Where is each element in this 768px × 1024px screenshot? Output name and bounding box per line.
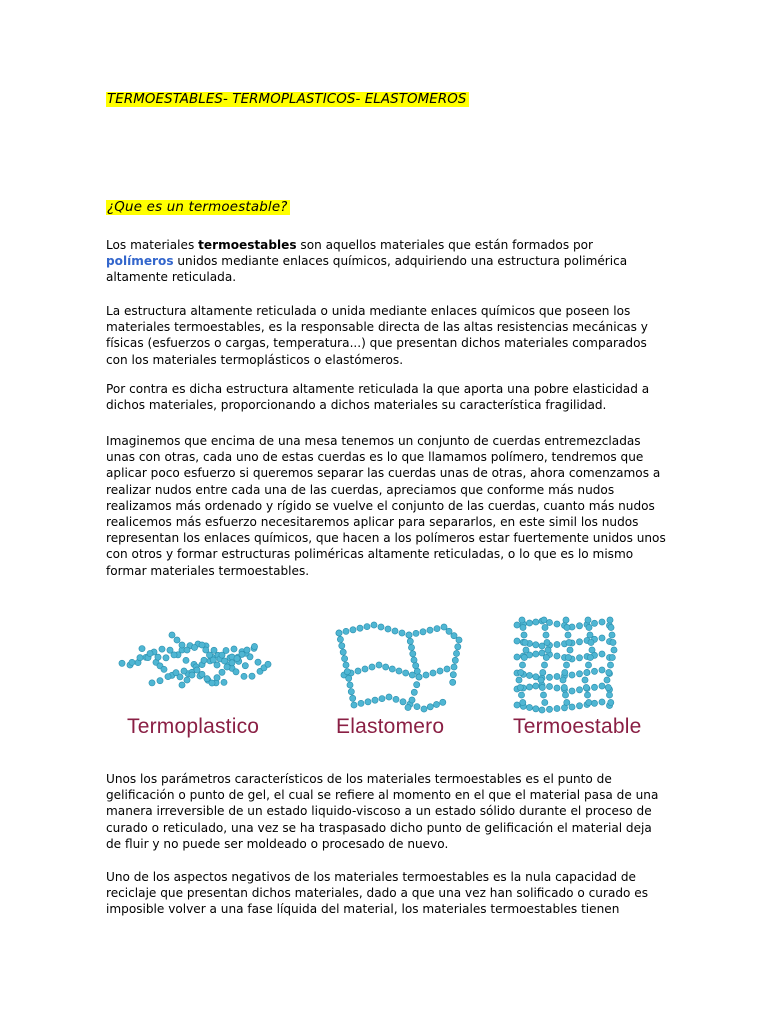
bead	[233, 669, 239, 675]
bead	[563, 617, 569, 623]
bead	[159, 646, 165, 652]
bead	[376, 662, 382, 668]
bead	[455, 644, 461, 650]
paragraph-gel-point: Unos los parámetros característicos de los materiales termoestables es el punto de gelificación o punto de gel, el cual se refiere al momento en el que el material pasa de una manera irreversible de un estado liquido-viscoso a un estado sólido durante el proceso de curado o reticulado, una vez se ha traspasado dicho punto de gelificación el material deja de fluir y no puede ser moldeado o procesado de nuevo.	[106, 772, 659, 851]
bead	[546, 674, 552, 680]
bead	[336, 630, 342, 636]
bead	[584, 692, 590, 698]
bead	[414, 668, 420, 674]
bead	[599, 635, 605, 641]
bead	[420, 629, 426, 635]
bead	[543, 632, 549, 638]
bead	[149, 680, 155, 686]
bead	[441, 624, 447, 630]
bead	[576, 623, 582, 629]
bead	[446, 628, 452, 634]
bead	[427, 627, 433, 633]
bead	[369, 664, 375, 670]
bead	[514, 622, 520, 628]
bead	[565, 632, 571, 638]
bead	[519, 617, 525, 623]
p1-text-start: Los materiales	[106, 238, 199, 252]
bead	[451, 664, 457, 670]
bead	[543, 654, 549, 660]
bead	[554, 621, 560, 627]
bead	[189, 672, 195, 678]
bead	[169, 632, 175, 638]
bead	[591, 684, 597, 690]
bead	[400, 699, 406, 705]
caption-termoplastico: Termoplastico	[127, 715, 260, 738]
bead	[562, 692, 568, 698]
bead	[179, 682, 185, 688]
bead	[560, 677, 566, 683]
bead	[521, 654, 527, 660]
bead	[599, 683, 605, 689]
bead	[408, 644, 414, 650]
bead	[219, 652, 225, 658]
bead	[541, 662, 547, 668]
heading-highlight: ¿Que es un termoestable?	[107, 200, 288, 215]
bead	[405, 704, 411, 710]
bead	[184, 677, 190, 683]
bead	[194, 667, 200, 673]
bead	[523, 647, 529, 653]
bead	[526, 620, 532, 626]
bead	[265, 661, 271, 667]
bead	[174, 637, 180, 643]
bead	[576, 655, 582, 661]
bead	[421, 706, 427, 712]
bead	[239, 651, 245, 657]
bead	[165, 674, 171, 680]
bead	[403, 670, 409, 676]
bead	[386, 694, 392, 700]
caption-elastomero: Elastomero	[336, 715, 445, 738]
bead	[541, 617, 547, 623]
bead	[173, 670, 179, 676]
bead	[433, 701, 439, 707]
bead	[348, 689, 354, 695]
bead	[542, 699, 548, 705]
bead	[339, 643, 345, 649]
bead	[609, 654, 615, 660]
bead	[564, 624, 570, 630]
bead	[585, 617, 591, 623]
bead	[591, 668, 597, 674]
bead	[609, 632, 615, 638]
bead	[561, 684, 567, 690]
bead	[453, 650, 459, 656]
bead	[605, 684, 611, 690]
document-title	[106, 92, 469, 107]
bead	[516, 677, 522, 683]
bead	[526, 672, 532, 678]
bead	[585, 662, 591, 668]
bead	[414, 704, 420, 710]
paragraph-analogy: Imaginemos que encima de una mesa tenemos un conjunto de cuerdas entremezcladas unas con otras, cada uno de estas cuerdas es lo que llamamos polímero, tendremos que aplicar poco esfuerzo si queremos separar las cuerdas unas de otras, ahora comenzamos a realizar nudos entre cada una de las cuerdas, apreciamos que conforme más nudos realizamos más ordenado y rígido se vuelve el conjunto de las cuerdas, cuanto más nudos realicemos más esfuerzo necesitaremos aplicar para separarlos, en este simil los nudos representan los enlaces químicos, que hacen a los polímeros estar fuertemente unidos unos con otros y formar estructuras poliméricas altamente reticuladas, o lo que es lo mismo formar materiales termoestables.	[106, 434, 666, 578]
bead	[204, 676, 210, 682]
bead	[576, 671, 582, 677]
termoplastico-molecule-image	[119, 632, 271, 688]
bead	[586, 699, 592, 705]
bead	[231, 646, 237, 652]
bead	[392, 628, 398, 634]
bead	[346, 675, 352, 681]
bead	[379, 696, 385, 702]
bead	[430, 670, 436, 676]
bead	[517, 684, 523, 690]
bead	[576, 639, 582, 645]
bead	[355, 668, 361, 674]
bead	[514, 638, 520, 644]
bead	[440, 699, 446, 705]
bead	[606, 669, 612, 675]
bead	[521, 632, 527, 638]
bead	[565, 654, 571, 660]
bead	[119, 660, 125, 666]
bead	[139, 646, 145, 652]
bead	[452, 657, 458, 663]
bead	[566, 639, 572, 645]
bead	[569, 672, 575, 678]
bead	[522, 639, 528, 645]
bead	[350, 695, 356, 701]
bead	[358, 700, 364, 706]
bead	[406, 632, 412, 638]
polimeros-link[interactable]: polímeros	[106, 254, 174, 269]
bead	[343, 662, 349, 668]
bead	[546, 706, 552, 712]
bead	[591, 620, 597, 626]
termoestable-molecule-image	[514, 617, 617, 713]
bead	[219, 669, 225, 675]
bead	[364, 624, 370, 630]
bead	[607, 662, 613, 668]
bead	[171, 652, 177, 658]
bead	[604, 677, 610, 683]
bead	[518, 669, 524, 675]
bead	[589, 647, 595, 653]
bead	[520, 699, 526, 705]
bead	[371, 622, 377, 628]
bead	[450, 672, 456, 678]
bead	[357, 625, 363, 631]
bead	[608, 699, 614, 705]
bead	[610, 639, 616, 645]
bead	[385, 626, 391, 632]
section-heading	[106, 200, 290, 215]
bead	[540, 669, 546, 675]
bead	[587, 654, 593, 660]
p1-text-middle: son aquellos materiales que están formados por	[296, 238, 594, 252]
bead	[562, 669, 568, 675]
bead	[214, 662, 220, 668]
bead	[342, 656, 348, 662]
bead	[450, 679, 456, 685]
bead	[251, 643, 257, 649]
bead	[413, 630, 419, 636]
bead	[564, 699, 570, 705]
bead	[414, 682, 420, 688]
bead	[201, 657, 207, 663]
paragraph-structure: La estructura altamente reticulada o unida mediante enlaces químicos que poseen los materiales termoestables, es la responsable directa de las altas resistencias mecánicas y físicas (esfuerzos o cargas, temperatura...) que presentan dichos materiales comparados con los materiales termoplásticos o elastómeros.	[106, 304, 648, 367]
bead	[183, 657, 189, 663]
bead	[249, 673, 255, 679]
bead	[351, 702, 357, 708]
bead	[423, 672, 429, 678]
bead	[540, 692, 546, 698]
bead	[161, 666, 167, 672]
bead	[599, 699, 605, 705]
bead	[410, 651, 416, 657]
bead	[399, 630, 405, 636]
bead	[519, 662, 525, 668]
bead	[209, 680, 215, 686]
bead	[588, 639, 594, 645]
bead	[542, 624, 548, 630]
bead	[396, 668, 402, 674]
caption-termoestable: Termoestable	[513, 715, 642, 738]
bead	[393, 696, 399, 702]
bead	[514, 654, 520, 660]
paragraph-recycling: Uno de los aspectos negativos de los materiales termoestables es la nula capacidad de reciclaje que presentan dichos materiales, dado a que una vez han solificado o curado es imposible volver a una fase líquida del material, los materiales termoestables tienen	[106, 870, 649, 917]
bead	[514, 702, 520, 708]
elastomero-molecule-image	[336, 622, 462, 712]
bead	[157, 678, 163, 684]
bead	[599, 619, 605, 625]
bead	[591, 700, 597, 706]
bead	[181, 668, 187, 674]
bead	[533, 706, 539, 712]
bead	[383, 664, 389, 670]
bead	[378, 624, 384, 630]
bead	[155, 654, 161, 660]
bead	[137, 655, 143, 661]
bead	[255, 659, 261, 665]
bead	[413, 663, 419, 669]
bead	[451, 633, 457, 639]
bead	[545, 647, 551, 653]
bead	[147, 650, 153, 656]
bead	[533, 642, 539, 648]
bead	[533, 651, 539, 657]
bead	[221, 658, 227, 664]
bead	[372, 697, 378, 703]
bead	[234, 655, 240, 661]
bead	[587, 632, 593, 638]
paragraph-fragility: Por contra es dicha estructura altamente reticulada la que aporta una pobre elasticidad a dichos materiales, proporcionando a dichos materiales su característica fragilidad.	[106, 382, 650, 413]
bead	[211, 647, 217, 653]
bead	[518, 692, 524, 698]
bead	[586, 624, 592, 630]
bead	[427, 704, 433, 710]
bead	[554, 641, 560, 647]
bead	[599, 667, 605, 673]
bead	[554, 705, 560, 711]
bead	[544, 639, 550, 645]
bead	[191, 644, 197, 650]
bead	[347, 682, 353, 688]
bead	[389, 666, 395, 672]
bead	[583, 684, 589, 690]
bead	[554, 653, 560, 659]
bead	[608, 624, 614, 630]
bead	[444, 666, 450, 672]
bead	[241, 673, 247, 679]
bead	[163, 655, 169, 661]
bead	[179, 642, 185, 648]
bead	[539, 684, 545, 690]
bead	[456, 637, 462, 643]
bead	[129, 659, 135, 665]
bead	[224, 664, 230, 670]
bead	[538, 677, 544, 683]
bead	[350, 627, 356, 633]
bead	[437, 668, 443, 674]
bead	[611, 647, 617, 653]
bead	[344, 669, 350, 675]
bead	[546, 683, 552, 689]
bead	[184, 647, 190, 653]
bead	[244, 647, 250, 653]
bead	[411, 689, 417, 695]
p1-text-end: unidos mediante enlaces químicos, adquiriendo una estructura polimérica altamente reticulada.	[106, 254, 628, 285]
bead	[409, 697, 415, 703]
p1-bold-term: termoestables	[198, 238, 297, 252]
bead	[533, 683, 539, 689]
bead	[526, 684, 532, 690]
bead	[407, 638, 413, 644]
bead	[520, 624, 526, 630]
paragraph-definition	[106, 237, 666, 286]
bead	[229, 660, 235, 666]
bead	[606, 692, 612, 698]
bead	[576, 703, 582, 709]
bead	[221, 679, 227, 685]
bead	[526, 704, 532, 710]
bead	[539, 707, 545, 713]
bead	[584, 669, 590, 675]
bead	[567, 647, 573, 653]
bead	[362, 666, 368, 672]
bead	[554, 685, 560, 691]
bead	[569, 688, 575, 694]
bead	[599, 651, 605, 657]
bead	[337, 636, 343, 642]
bead	[434, 626, 440, 632]
bead	[607, 617, 613, 623]
bead	[343, 628, 349, 634]
bead	[242, 663, 248, 669]
bead	[582, 677, 588, 683]
title-highlight: TERMOESTABLES- TERMOPLASTICOS- ELASTOMEROS	[107, 92, 467, 107]
bead	[214, 675, 220, 681]
bead	[576, 687, 582, 693]
bead	[411, 657, 417, 663]
bead	[199, 671, 205, 677]
bead	[554, 673, 560, 679]
bead	[569, 704, 575, 710]
bead	[416, 674, 422, 680]
bead	[365, 699, 371, 705]
bead	[533, 619, 539, 625]
bead	[563, 662, 569, 668]
bead	[340, 649, 346, 655]
